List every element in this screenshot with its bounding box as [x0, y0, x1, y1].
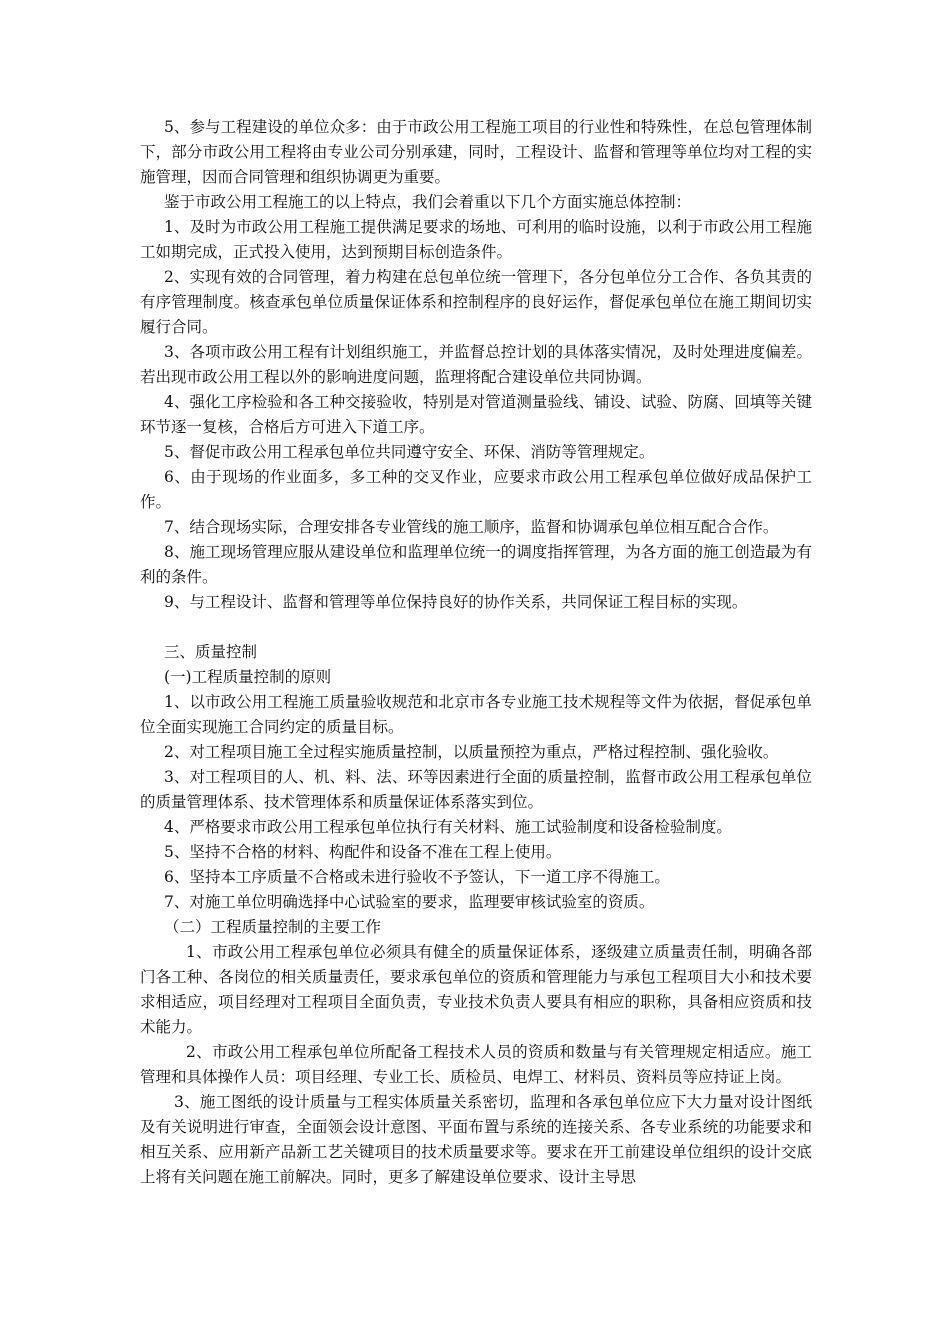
document-body [140, 115, 812, 1190]
paragraph: 5、督促市政公用工程承包单位共同遵守安全、环保、消防等管理规定。 [164, 443, 655, 461]
principle-item: 5、坚持不合格的材料、构配件和设备不准在工程上使用。 [164, 843, 562, 861]
work-item: 3、施工图纸的设计质量与工程实体质量关系密切，监理和各承包单位应下大力量对设计图纸及有关说明进行审查，全面领会设计意图、平面布置与系统的连接关系、各专业系统的功能要求和相互关系、应用新产品新工艺关键项目的技术质量要求等。要求在开工前建设单位组织的设计交底上将有关问题在施工前解决。同时，更多了解建设单位要求、设计主导思 [140, 1093, 812, 1186]
blank-line [140, 615, 812, 640]
paragraph: 3、各项市政公用工程有计划组织施工，并监督总控计划的具体落实情况，及时处理进度偏差。若出现市政公用工程以外的影响进度问题，监理将配合建设单位共同协调。 [140, 343, 812, 386]
principle-item: 6、坚持本工序质量不合格或未进行验收不予签认，下一道工序不得施工。 [164, 868, 670, 886]
principle-item: 1、以市政公用工程施工质量验收规范和北京市各专业施工技术规程等文件为依据，督促承包单位全面实现施工合同约定的质量目标。 [140, 693, 812, 736]
section-title: 三、质量控制 [164, 643, 258, 661]
work-item: 2、市政公用工程承包单位所配备工程技术人员的资质和数量与有关管理规定相适应。施工管理和具体操作人员：项目经理、专业工长、质检员、电焊工、材料员、资料员等应持证上岗。 [140, 1043, 812, 1086]
work-item: 1、市政公用工程承包单位必须具有健全的质量保证体系，逐级建立质量责任制，明确各部门各工种、各岗位的相关质量责任，要求承包单位的资质和管理能力与承包工程项目大小和技术要求相适应，项目经理对工程项目全面负责，专业技术负责人要具有相应的职称，具备相应资质和技术能力。 [140, 943, 812, 1036]
principle-item: 7、对施工单位明确选择中心试验室的要求，监理要审核试验室的资质。 [164, 893, 655, 911]
principle-item: 4、严格要求市政公用工程承包单位执行有关材料、施工试验制度和设备检验制度。 [164, 818, 732, 836]
paragraph: 1、及时为市政公用工程施工提供满足要求的场地、可利用的临时设施，以利于市政公用工程施工如期完成，正式投入使用，达到预期目标创造条件。 [140, 218, 812, 261]
paragraph: 2、实现有效的合同管理，着力构建在总包单位统一管理下，各分包单位分工合作、各负其责的有序管理制度。核查承包单位质量保证体系和控制程序的良好运作，督促承包单位在施工期间切实履行合同。 [140, 268, 812, 336]
paragraph: 8、施工现场管理应服从建设单位和监理单位统一的调度指挥管理，为各方面的施工创造最为有利的条件。 [140, 543, 812, 586]
paragraph: 7、结合现场实际，合理安排各专业管线的施工顺序，监督和协调承包单位相互配合合作。 [164, 518, 779, 536]
paragraph: 4、强化工序检验和各工种交接验收，特别是对管道测量验线、铺设、试验、防腐、回填等关键环节逐一复核，合格后方可进入下道工序。 [140, 393, 812, 436]
principle-item: 3、对工程项目的人、机、料、法、环等因素进行全面的质量控制，监督市政公用工程承包单位的质量管理体系、技术管理体系和质量保证体系落实到位。 [140, 768, 812, 811]
principle-item: 2、对工程项目施工全过程实施质量控制，以质量预控为重点，严格过程控制、强化验收。 [164, 743, 779, 761]
paragraph: 5、参与工程建设的单位众多：由于市政公用工程施工项目的行业性和特殊性，在总包管理体制下，部分市政公用工程将由专业公司分别承建，同时，工程设计、监督和管理等单位均对工程的实施管理，因而合同管理和组织协调更为重要。 [140, 118, 812, 186]
paragraph: 鉴于市政公用工程施工的以上特点，我们会着重以下几个方面实施总体控制： [164, 193, 692, 211]
paragraph: 9、与工程设计、监督和管理等单位保持良好的协作关系，共同保证工程目标的实现。 [164, 593, 748, 611]
subsection-title: （二）工程质量控制的主要工作 [164, 918, 382, 936]
paragraph: 6、由于现场的作业面多，多工种的交叉作业，应要求市政公用工程承包单位做好成品保护工作。 [140, 468, 812, 511]
subsection-title: (一)工程质量控制的原则 [164, 668, 332, 686]
